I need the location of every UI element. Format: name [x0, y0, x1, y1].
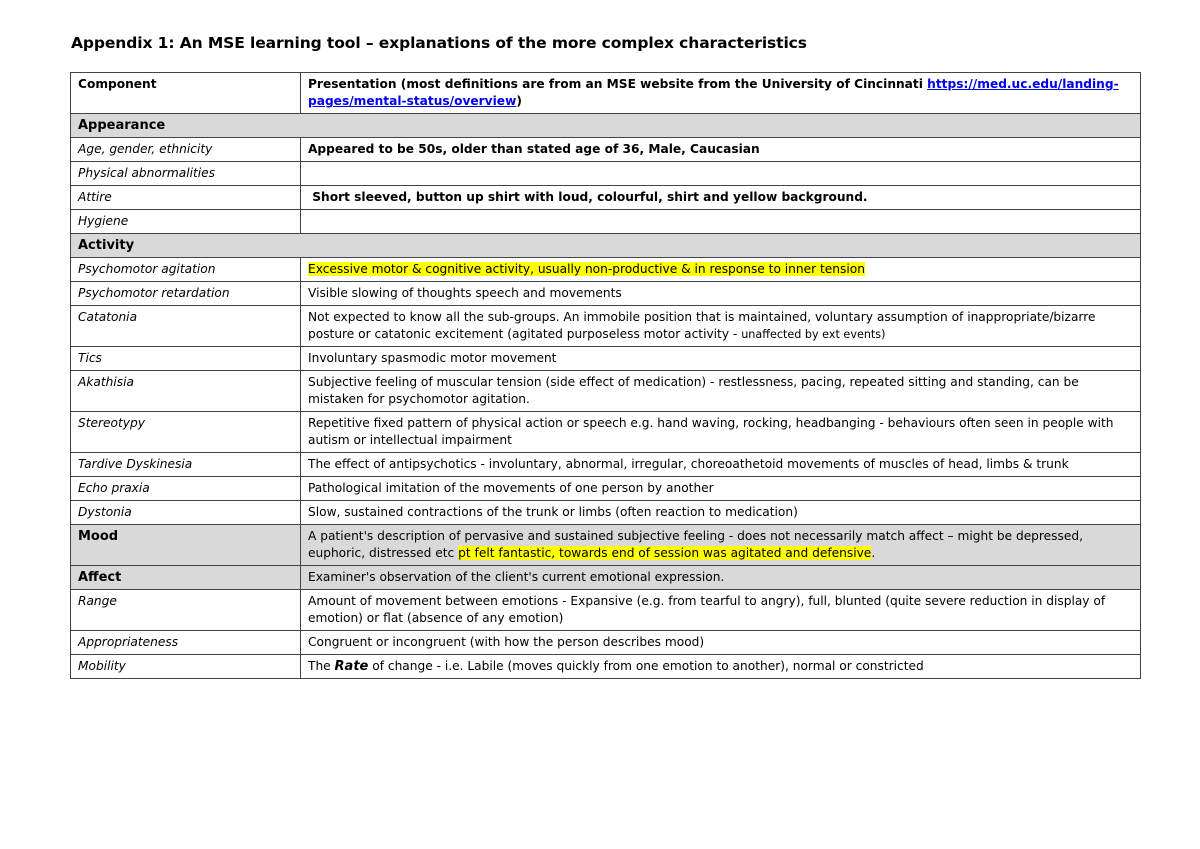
mood-text-end: . — [871, 546, 876, 560]
header-presentation-suffix: ) — [516, 94, 522, 108]
row-label: Attire — [71, 186, 301, 210]
row-label: Range — [71, 590, 301, 631]
section-activity-heading: Activity — [71, 234, 1141, 258]
table-row — [71, 590, 1141, 631]
table-row — [71, 501, 1141, 525]
row-value: Repetitive fixed pattern of physical action or speech e.g. hand waving, rocking, headbanging - behaviours often seen in people with autism or intellectual impairment — [301, 412, 1141, 453]
highlighted-text: Excessive motor & cognitive activity, usually non-productive & in response to inner tension — [308, 262, 865, 276]
table-row — [71, 306, 1141, 347]
affect-description: Examiner's observation of the client's current emotional expression. — [301, 566, 1141, 590]
header-component: Component — [71, 73, 301, 114]
row-label: Physical abnormalities — [71, 162, 301, 186]
row-label: Mobility — [71, 655, 301, 679]
table-header-row — [71, 73, 1141, 114]
row-value — [301, 655, 1141, 679]
header-presentation-text: Presentation (most definitions are from an MSE website from the University of Cincinnati — [308, 77, 928, 91]
section-appearance-heading: Appearance — [71, 114, 1141, 138]
row-label: Tardive Dyskinesia — [71, 453, 301, 477]
row-label: Dystonia — [71, 501, 301, 525]
row-value: Short sleeved, button up shirt with loud, colourful, shirt and yellow background. — [301, 186, 1141, 210]
catatonia-small-text: unaffected by ext events) — [741, 328, 886, 341]
section-affect-heading: Affect — [71, 566, 301, 590]
table-row — [71, 477, 1141, 501]
row-label: Akathisia — [71, 371, 301, 412]
table-row — [71, 282, 1141, 306]
row-value: Appeared to be 50s, older than stated age of 36, Male, Caucasian — [301, 138, 1141, 162]
header-presentation — [301, 73, 1141, 114]
row-value — [301, 258, 1141, 282]
table-row — [71, 138, 1141, 162]
mobility-text-pre: The — [308, 659, 335, 673]
table-row — [71, 371, 1141, 412]
row-value: Slow, sustained contractions of the trunk or limbs (often reaction to medication) — [301, 501, 1141, 525]
row-value: Subjective feeling of muscular tension (side effect of medication) - restlessness, pacing, repeated sitting and standing, can be mistaken for psychomotor agitation. — [301, 371, 1141, 412]
table-row — [71, 162, 1141, 186]
section-affect — [71, 566, 1141, 590]
table-row — [71, 655, 1141, 679]
row-label: Appropriateness — [71, 631, 301, 655]
row-label: Tics — [71, 347, 301, 371]
row-value — [301, 210, 1141, 234]
mood-text: A patient's description of pervasive and sustained subjective feeling - does not necessarily match affect – might be depressed, euphoric, distressed etc — [308, 529, 1083, 560]
mse-table — [70, 72, 1141, 679]
table-row — [71, 347, 1141, 371]
highlighted-text: pt felt fantastic, towards end of session was agitated and defensive — [458, 546, 872, 560]
catatonia-text: Not expected to know all the sub-groups. An immobile position that is maintained, voluntary assumption of inappropriate/bizarre posture or catatonic excitement (agitated purposeless motor activity - — [308, 310, 1096, 341]
mood-description — [301, 525, 1141, 566]
row-value: Involuntary spasmodic motor movement — [301, 347, 1141, 371]
row-value: Visible slowing of thoughts speech and movements — [301, 282, 1141, 306]
row-label: Stereotypy — [71, 412, 301, 453]
table-row — [71, 412, 1141, 453]
mobility-text-post: of change - i.e. Labile (moves quickly from one emotion to another), normal or constricted — [368, 659, 924, 673]
row-value: Amount of movement between emotions - Expansive (e.g. from tearful to angry), full, blunted (quite severe reduction in display of emotion) or flat (absence of any emotion) — [301, 590, 1141, 631]
mobility-rate-word: Rate — [334, 659, 369, 674]
row-label: Psychomotor agitation — [71, 258, 301, 282]
row-value: The effect of antipsychotics - involuntary, abnormal, irregular, choreoathetoid movements of muscles of head, limbs & trunk — [301, 453, 1141, 477]
row-label: Psychomotor retardation — [71, 282, 301, 306]
row-value: Congruent or incongruent (with how the person describes mood) — [301, 631, 1141, 655]
page-title: Appendix 1: An MSE learning tool – explanations of the more complex characteristics — [71, 34, 807, 52]
row-label: Hygiene — [71, 210, 301, 234]
table-row — [71, 453, 1141, 477]
row-value: Pathological imitation of the movements of one person by another — [301, 477, 1141, 501]
table-row — [71, 210, 1141, 234]
row-label: Age, gender, ethnicity — [71, 138, 301, 162]
row-value — [301, 306, 1141, 347]
table-row — [71, 258, 1141, 282]
table-row — [71, 186, 1141, 210]
row-label: Echo praxia — [71, 477, 301, 501]
section-mood-heading: Mood — [71, 525, 301, 566]
cincinnati-link[interactable]: https://med.uc.edu/landing-pages/mental-status/overview — [308, 77, 1119, 108]
section-mood — [71, 525, 1141, 566]
section-appearance — [71, 114, 1141, 138]
table-row — [71, 631, 1141, 655]
row-value — [301, 162, 1141, 186]
row-label: Catatonia — [71, 306, 301, 347]
section-activity — [71, 234, 1141, 258]
